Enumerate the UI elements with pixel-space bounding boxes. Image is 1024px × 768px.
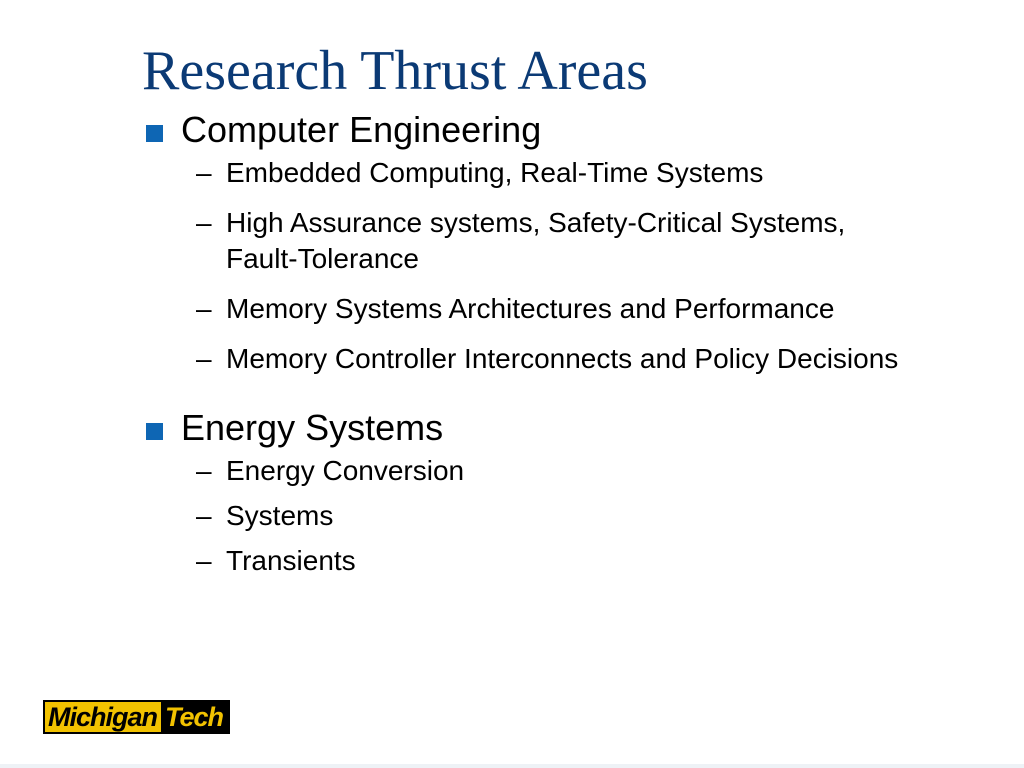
section-heading: Computer Engineering bbox=[181, 109, 542, 150]
bullet-text: Memory Controller Interconnects and Policy Decisions bbox=[226, 343, 899, 374]
logo-text-michigan: Michigan bbox=[43, 700, 161, 734]
bullet-level2 bbox=[144, 291, 866, 327]
section-computer-engineering bbox=[144, 108, 964, 377]
michigan-tech-logo bbox=[43, 700, 230, 734]
dash-bullet: – bbox=[196, 207, 212, 238]
bullet-text: Energy Conversion bbox=[226, 455, 465, 486]
bullet-level2 bbox=[144, 341, 926, 377]
footer-divider bbox=[0, 764, 1024, 768]
bullet-text: Memory Systems Architectures and Performance bbox=[226, 293, 835, 324]
bullet-text: Systems bbox=[226, 500, 334, 531]
bullet-level2 bbox=[144, 498, 964, 534]
bullet-text: Transients bbox=[226, 545, 356, 576]
dash-bullet: – bbox=[196, 500, 212, 531]
square-bullet-icon bbox=[146, 423, 163, 440]
bullet-level2 bbox=[144, 205, 866, 277]
bullet-list bbox=[144, 108, 964, 579]
bullet-level2 bbox=[144, 155, 964, 191]
bullet-level1 bbox=[144, 406, 964, 450]
dash-bullet: – bbox=[196, 545, 212, 576]
bullet-text: High Assurance systems, Safety-Critical Systems, Fault-Tolerance bbox=[226, 207, 846, 274]
dash-bullet: – bbox=[196, 293, 212, 324]
bullet-level2 bbox=[144, 543, 964, 579]
logo-text-tech: Tech bbox=[161, 700, 230, 734]
section-heading: Energy Systems bbox=[181, 407, 444, 448]
dash-bullet: – bbox=[196, 343, 212, 374]
bullet-level1 bbox=[144, 108, 964, 152]
bullet-level2 bbox=[144, 453, 964, 489]
dash-bullet: – bbox=[196, 455, 212, 486]
slide-title: Research Thrust Areas bbox=[142, 40, 648, 102]
square-bullet-icon bbox=[146, 125, 163, 142]
bullet-text: Embedded Computing, Real-Time Systems bbox=[226, 157, 764, 188]
dash-bullet: – bbox=[196, 157, 212, 188]
section-energy-systems bbox=[144, 406, 964, 579]
